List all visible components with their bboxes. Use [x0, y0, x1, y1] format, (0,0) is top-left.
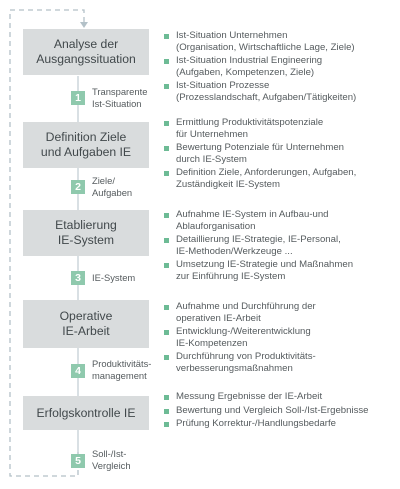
phase-box-1: [23, 29, 149, 75]
phase-bullets-1: [164, 30, 398, 104]
bullet-square-icon: [164, 422, 169, 427]
step-badge-4: 4: [71, 364, 85, 378]
phase-title-2: Definition Ziele und Aufgaben IE: [40, 130, 132, 159]
bullet-item: Ist-Situation Industrial Engineering (Aufgaben, Kompetenzen, Ziele): [164, 55, 398, 78]
step-badge-1: 1: [71, 91, 85, 105]
loop-arrowhead-icon: [80, 22, 88, 28]
step-label-2: Ziele/ Aufgaben: [92, 175, 133, 198]
step-label-4: Produktivitäts- management: [92, 358, 152, 381]
bullet-item: Bewertung und Vergleich Soll-/Ist-Ergebnisse: [164, 405, 398, 417]
bullet-square-icon: [164, 305, 169, 310]
bullet-item: Entwicklung-/Weiterentwicklung IE-Kompetenzen: [164, 326, 398, 349]
phase-title-1: Analyse der Ausgangssituation: [36, 37, 136, 66]
bullet-item: Bewertung Potenziale für Unternehmen durch IE-System: [164, 142, 398, 165]
bullet-square-icon: [164, 213, 169, 218]
bullet-item: Prüfung Korrektur-/Handlungsbedarfe: [164, 418, 398, 430]
bullet-square-icon: [164, 238, 169, 243]
bullet-square-icon: [164, 146, 169, 151]
phase-title-4: Operative IE-Arbeit: [59, 309, 113, 338]
bullet-square-icon: [164, 355, 169, 360]
bullet-square-icon: [164, 263, 169, 268]
step-badge-5: 5: [71, 454, 85, 468]
phase-bullets-3: [164, 209, 398, 283]
bullet-square-icon: [164, 121, 169, 126]
step-badge-2: 2: [71, 180, 85, 194]
bullet-item: Ist-Situation Unternehmen (Organisation, Wirtschaftliche Lage, Ziele): [164, 30, 398, 53]
bullet-item: Ist-Situation Prozesse (Prozesslandschaft, Aufgaben/Tätigkeiten): [164, 80, 398, 103]
bullet-item: Durchführung von Produktivitäts- verbesserungsmaßnahmen: [164, 351, 398, 374]
step-label-1: Transparente Ist-Situation: [92, 86, 148, 109]
bullet-item: Aufnahme IE-System in Aufbau-und Ablauforganisation: [164, 209, 398, 232]
phase-bullets-5: [164, 391, 398, 430]
step-badge-3: 3: [71, 271, 85, 285]
phase-box-5: [23, 396, 149, 430]
bullet-item: Detaillierung IE-Strategie, IE-Personal, IE-Methoden/Werkzeuge ...: [164, 234, 398, 257]
phase-box-2: [23, 122, 149, 168]
phase-title-5: Erfolgskontrolle IE: [36, 405, 136, 420]
bullet-item: Umsetzung IE-Strategie und Maßnahmen zur Einführung IE-System: [164, 259, 398, 282]
bullet-square-icon: [164, 34, 169, 39]
phase-bullets-2: [164, 117, 398, 191]
bullet-item: Definition Ziele, Anforderungen, Aufgaben, Zuständigkeit IE-System: [164, 167, 398, 190]
bullet-square-icon: [164, 171, 169, 176]
bullet-square-icon: [164, 409, 169, 414]
bullet-square-icon: [164, 84, 169, 89]
bullet-square-icon: [164, 330, 169, 335]
phase-title-3: Etablierung IE-System: [55, 218, 117, 247]
bullet-item: Aufnahme und Durchführung der operativen IE-Arbeit: [164, 301, 398, 324]
bullet-item: Messung Ergebnisse der IE-Arbeit: [164, 391, 398, 403]
bullet-item: Ermittlung Produktivitätspotenziale für Unternehmen: [164, 117, 398, 140]
phase-bullets-4: [164, 301, 398, 375]
step-label-5: Soll-/Ist- Vergleich: [92, 448, 131, 471]
step-label-3: IE-System: [92, 272, 136, 283]
bullet-square-icon: [164, 395, 169, 400]
phase-box-4: [23, 300, 149, 348]
phase-box-3: [23, 210, 149, 256]
bullet-square-icon: [164, 59, 169, 64]
